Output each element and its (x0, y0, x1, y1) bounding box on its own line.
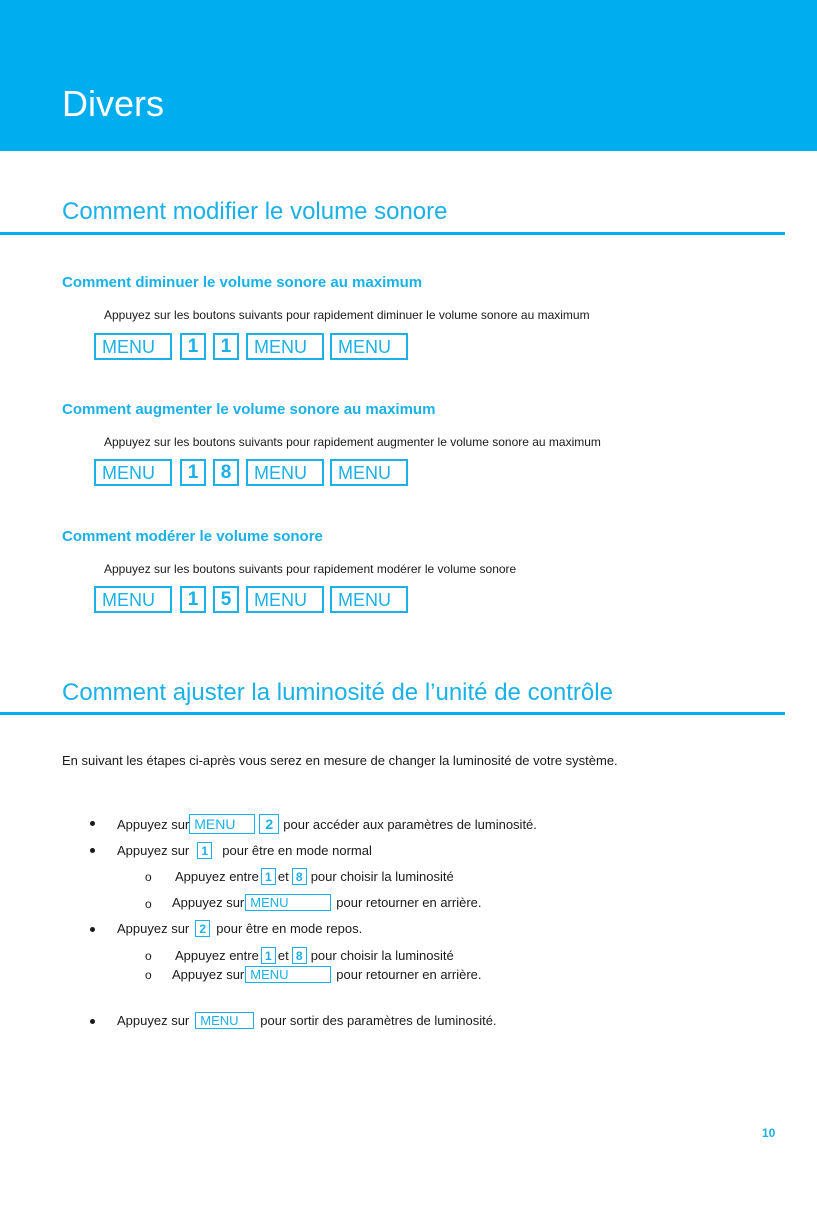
digit-key: 2 (195, 920, 210, 937)
menu-key: MENU (246, 459, 324, 486)
menu-key: MENU (330, 333, 408, 360)
step-text: Appuyez sur (117, 921, 190, 936)
increase-volume-heading: Comment augmenter le volume sonore au maximum (62, 401, 436, 418)
step-2a (175, 868, 454, 885)
sub-bullet: o (145, 870, 152, 884)
step-1 (117, 814, 537, 834)
step-text: pour sortir des paramètres de luminosité. (260, 1013, 497, 1028)
brightness-section-title: Comment ajuster la luminosité de l’unité de contrôle (62, 679, 613, 706)
section-rule (0, 232, 785, 235)
menu-key: MENU (94, 586, 172, 613)
step-text: Appuyez sur (117, 843, 190, 858)
menu-key: MENU (245, 966, 331, 983)
sub-bullet: o (145, 897, 152, 911)
decrease-volume-heading: Comment diminuer le volume sonore au maximum (62, 274, 423, 291)
menu-key: MENU (94, 459, 172, 486)
sub-bullet: o (145, 968, 152, 982)
digit-key: 1 (180, 586, 206, 613)
step-2 (117, 842, 372, 859)
step-4 (117, 1012, 497, 1029)
bullet (90, 848, 95, 853)
digit-key: 8 (292, 868, 307, 885)
step-text: Appuyez sur (172, 967, 245, 982)
step-text: Appuyez entre (175, 948, 259, 963)
step-text: et (277, 869, 289, 884)
digit-key: 8 (292, 947, 307, 964)
sub-bullet: o (145, 949, 152, 963)
page-number: 10 (762, 1126, 776, 1140)
step-text: pour retourner en arrière. (336, 967, 482, 982)
digit-key: 1 (261, 947, 276, 964)
bullet (90, 927, 95, 932)
digit-key: 8 (213, 459, 239, 486)
bullet (90, 821, 95, 826)
step-text: Appuyez sur (117, 816, 190, 832)
step-text: Appuyez sur (172, 895, 245, 910)
moderate-volume-heading: Comment modérer le volume sonore (62, 528, 323, 545)
increase-volume-instruction: Appuyez sur les boutons suivants pour rapidement augmenter le volume sonore au maximum (104, 435, 601, 449)
menu-key: MENU (246, 586, 324, 613)
step-text: pour choisir la luminosité (310, 948, 454, 963)
menu-key: MENU (189, 814, 255, 834)
brightness-intro: En suivant les étapes ci-après vous serez en mesure de changer la luminosité de votre système. (62, 753, 618, 768)
step-3 (117, 920, 362, 937)
step-text: pour être en mode repos. (216, 921, 363, 936)
menu-key: MENU (330, 586, 408, 613)
step-text: Appuyez sur (117, 1013, 190, 1028)
volume-section-title: Comment modifier le volume sonore (62, 198, 448, 225)
moderate-volume-instruction: Appuyez sur les boutons suivants pour rapidement modérer le volume sonore (104, 562, 517, 576)
decrease-volume-instruction: Appuyez sur les boutons suivants pour rapidement diminuer le volume sonore au maximum (104, 308, 590, 322)
menu-key: MENU (246, 333, 324, 360)
digit-key: 1 (180, 459, 206, 486)
step-text: pour être en mode normal (222, 843, 372, 858)
step-3a (175, 947, 454, 964)
bullet (90, 1019, 95, 1024)
header-banner (0, 0, 817, 151)
digit-key: 2 (259, 814, 279, 834)
step-text: pour retourner en arrière. (336, 895, 482, 910)
menu-key: MENU (330, 459, 408, 486)
digit-key: 1 (213, 333, 239, 360)
step-text: pour choisir la luminosité (310, 869, 454, 884)
step-text: pour accéder aux paramètres de luminosité. (283, 816, 537, 832)
digit-key: 5 (213, 586, 239, 613)
menu-key: MENU (94, 333, 172, 360)
step-text: Appuyez entre (175, 869, 259, 884)
step-3b (172, 966, 482, 983)
menu-key: MENU (245, 894, 331, 911)
menu-key: MENU (195, 1012, 254, 1029)
digit-key: 1 (261, 868, 276, 885)
digit-key: 1 (197, 842, 212, 859)
section-rule (0, 712, 785, 715)
step-text: et (277, 948, 289, 963)
step-2b (172, 894, 482, 911)
page-title: Divers (62, 83, 165, 124)
digit-key: 1 (180, 333, 206, 360)
